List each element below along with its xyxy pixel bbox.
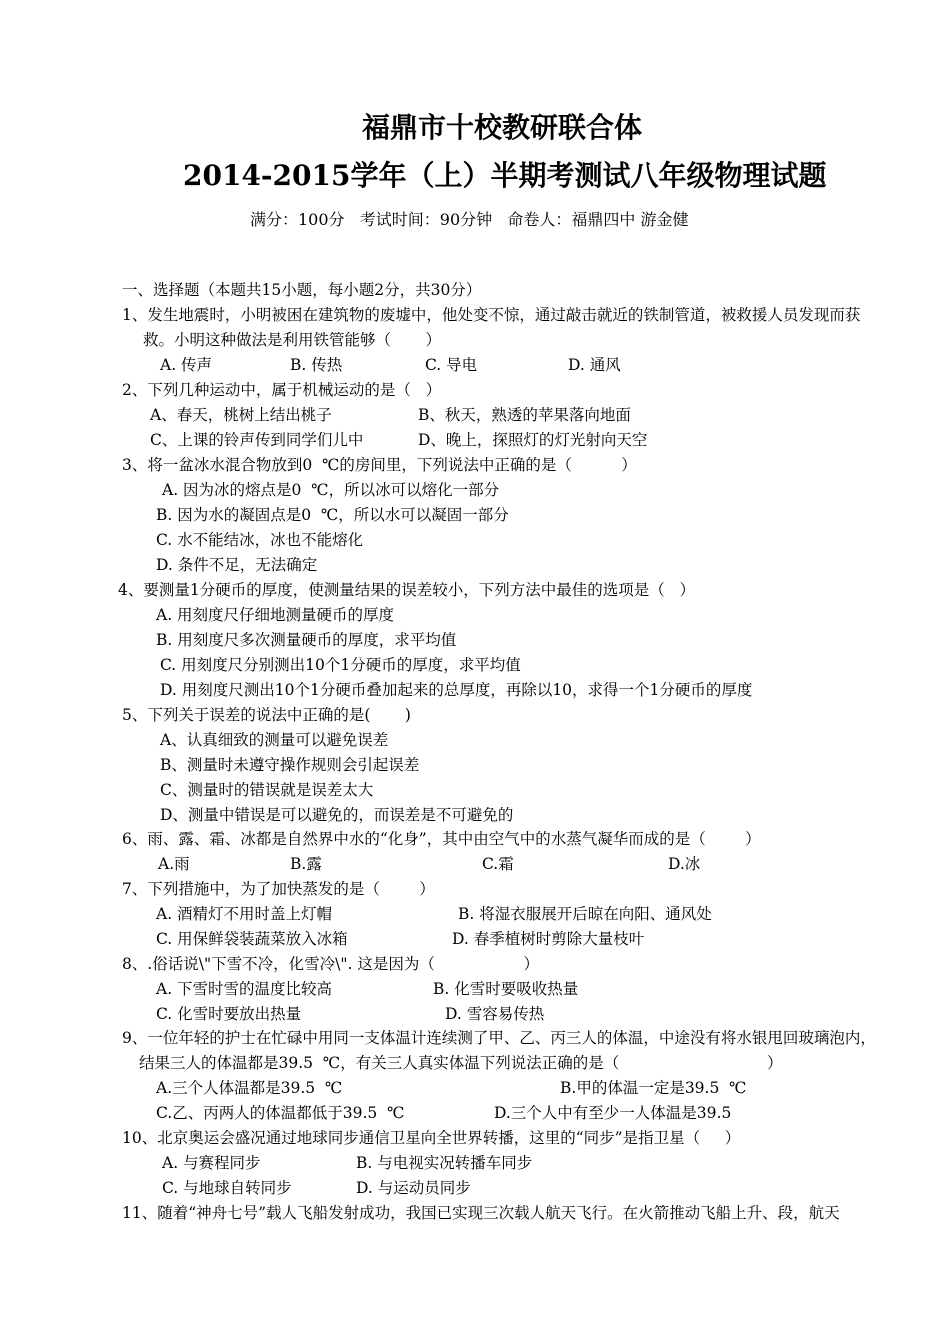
question-7-text: 7、下列措施中，为了加快蒸发的是（ ）: [122, 880, 435, 898]
question-7-option-a: A. 酒精灯不用时盖上灯帽: [156, 905, 333, 923]
question-11-text: 11、随着“神舟七号”载人飞船发射成功，我国已实现三次载人航天飞行。在火箭推动飞船上升、段，航天: [122, 1204, 840, 1222]
question-6-option-b: B.露: [290, 855, 322, 873]
question-5-option-d: D、测量中错误是可以避免的，而误差是不可避免的: [160, 806, 514, 824]
question-7-option-d: D. 春季植树时剪除大量枝叶: [452, 930, 645, 948]
question-10-text: 10、北京奥运会盛况通过地球同步通信卫星向全世界转播，这里的“同步”是指卫星（ ）: [122, 1129, 741, 1147]
question-1-text: 1、发生地震时，小明被困在建筑物的废墟中，他处变不惊，通过敲击就近的铁制管道，被救援人员发现而获: [122, 306, 861, 324]
question-3-option-a: A. 因为冰的熔点是0 ℃，所以冰可以熔化一部分: [162, 481, 500, 499]
question-7-option-c: C. 用保鲜袋装蔬菜放入冰箱: [156, 930, 348, 948]
question-6-option-a: A.雨: [158, 855, 190, 873]
question-8-option-c: C. 化雪时要放出热量: [156, 1005, 302, 1023]
question-1-option-c: C. 导电: [425, 356, 478, 374]
question-1-text-cont: 救。小明这种做法是利用铁管能够（ ）: [143, 331, 441, 349]
question-1-option-a: A. 传声: [160, 356, 213, 374]
question-8-option-b: B. 化雪时要吸收热量: [433, 980, 579, 998]
question-9-option-a: A.三个人体温都是39.5 ℃: [156, 1079, 343, 1097]
question-6-text: 6、雨、露、霜、冰都是自然界中水的“化身”，其中由空气中的水蒸气凝华而成的是（ ）: [122, 830, 761, 848]
question-8-option-d: D. 雪容易传热: [445, 1005, 545, 1023]
question-5-option-a: A、认真细致的测量可以避免误差: [160, 731, 389, 749]
page-subtitle: 2014-2015学年（上）半期考测试八年级物理试题: [183, 159, 827, 192]
question-8-text: 8、.俗话说\"下雪不冷，化雪冷\". 这是因为（ ）: [122, 955, 540, 973]
question-9-text: 9、一位年轻的护士在忙碌中用同一支体温计连续测了甲、乙、丙三人的体温，中途没有将水银甩回玻璃泡内，: [122, 1029, 876, 1047]
question-4-option-a: A. 用刻度尺仔细地测量硬币的厚度: [156, 606, 395, 624]
question-9-option-d: D.三个人中有至少一人体温是39.5: [494, 1104, 732, 1122]
question-3-option-b: B. 因为水的凝固点是0 ℃，所以水可以凝固一部分: [156, 506, 509, 524]
question-10-option-d: D. 与运动员同步: [356, 1179, 471, 1197]
question-6-option-d: D.冰: [668, 855, 701, 873]
question-4-option-d: D. 用刻度尺测出10个1分硬币叠加起来的总厚度，再除以10，求得一个1分硬币的厚度: [160, 681, 753, 699]
page-title: 福鼎市十校教研联合体: [362, 111, 643, 144]
exam-meta: 满分：100分 考试时间：90分钟 命卷人：福鼎四中 游金健: [250, 210, 689, 229]
question-3-option-c: C. 水不能结冰，冰也不能熔化: [156, 531, 364, 549]
question-4-text: 4、要测量1分硬币的厚度，使测量结果的误差较小，下列方法中最佳的选项是（ ）: [118, 581, 696, 599]
question-9-option-b: B.甲的体温一定是39.5 ℃: [560, 1079, 747, 1097]
question-8-option-a: A. 下雪时雪的温度比较高: [156, 980, 333, 998]
question-5-text: 5、下列关于误差的说法中正确的是( ): [122, 706, 411, 724]
question-2-option-c: C、上课的铃声传到同学们儿中: [150, 431, 364, 449]
question-2-option-b: B、秋天，熟透的苹果落向地面: [418, 406, 631, 424]
question-3-text: 3、将一盆冰水混合物放到0 ℃的房间里，下列说法中正确的是（ ）: [122, 456, 637, 474]
question-10-option-c: C. 与地球自转同步: [162, 1179, 292, 1197]
question-2-text: 2、下列几种运动中，属于机械运动的是（ ）: [122, 381, 442, 399]
question-5-option-b: B、测量时未遵守操作规则会引起误差: [160, 756, 420, 774]
question-9-option-c: C.乙、丙两人的体温都低于39.5 ℃: [156, 1104, 405, 1122]
question-2-option-a: A、春天，桃树上结出桃子: [150, 406, 332, 424]
question-1-option-b: B. 传热: [290, 356, 343, 374]
question-2-option-d: D、晚上，探照灯的灯光射向天空: [418, 431, 648, 449]
question-10-option-a: A. 与赛程同步: [162, 1154, 261, 1172]
question-4-option-c: C. 用刻度尺分别测出10个1分硬币的厚度，求平均值: [160, 656, 521, 674]
question-7-option-b: B. 将湿衣服展开后晾在向阳、通风处: [458, 905, 712, 923]
question-5-option-c: C、测量时的错误就是误差太大: [160, 781, 374, 799]
question-1-option-d: D. 通风: [568, 356, 621, 374]
question-9-text-cont: 结果三人的体温都是39.5 ℃，有关三人真实体温下列说法正确的是（ ）: [139, 1054, 783, 1072]
question-10-option-b: B. 与电视实况转播车同步: [356, 1154, 533, 1172]
question-4-option-b: B. 用刻度尺多次测量硬币的厚度，求平均值: [156, 631, 457, 649]
section-heading: 一、选择题（本题共15小题，每小题2分，共30分）: [122, 281, 482, 299]
question-6-option-c: C.霜: [482, 855, 514, 873]
question-3-option-d: D. 条件不足，无法确定: [156, 556, 318, 574]
